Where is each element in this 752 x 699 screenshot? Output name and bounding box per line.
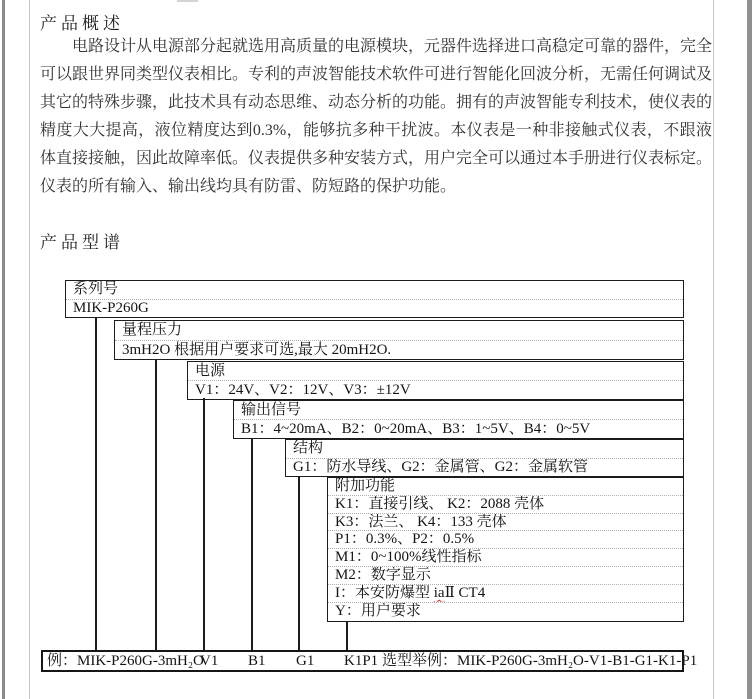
overview-paragraph: 电路设计从电源部分起就选用高质量的电源模块，元器件选择进口高稳定可靠的器件，完全可以跟世界同类型仪表相比。专利的声波智能技术软件可进行智能化回波分析，无需任何调试及其它的特殊步骤，此技术具有动态思维、动态分析的功能。拥有的声波智能专利技术，使仪表的精度大大提高，液位精度达到0.3%，能够抗多种干扰波。本仪表是一种非接触式仪表，不跟液体直接接触，因此故障率低。仪表提供多种安装方式，用户完全可以通过本手册进行仪表标定。仪表的所有输入、输出线均具有防雷、防短路的保护功能。 [40, 38, 713, 195]
explosion-suffix: Ⅱ CT4 [444, 584, 486, 601]
addon-row-m1: M1：0~100%线性指标 [328, 548, 683, 566]
range-pressure-box [114, 320, 684, 360]
overview-heading: 产品概述 [40, 14, 124, 33]
addon-row-k1-k2: K1：直接引线、 K2：2088 壳体 [328, 495, 683, 513]
output-signal-box [233, 400, 684, 439]
connector-power-line [203, 398, 205, 650]
series-value: MIK-P260G [66, 299, 683, 318]
addon-row-user-request: Y：用户要求 [328, 602, 683, 620]
range-pressure-title: 量程压力 [122, 322, 183, 338]
explosion-prefix: I：本安防爆型 [335, 584, 434, 601]
connector-structure-line [298, 476, 300, 650]
connector-range-line [155, 359, 157, 650]
example-power-code: V1 [200, 653, 219, 669]
example-addon-code: K1P1 [344, 653, 379, 669]
right-margin-line [713, 0, 714, 699]
range-pressure-value: 3mH2O 根据用户要求可选,最大 20mH2O. [115, 340, 683, 360]
example-label: 例：MIK-P260G-3mH₂O [47, 653, 204, 669]
series-title: 系列号 [73, 281, 119, 297]
power-supply-options: V1：24V、V2：12V、V3：±12V [188, 380, 683, 399]
addon-row-k3-k4: K3：法兰、 K4：133 壳体 [328, 513, 683, 531]
addon-row-m2: M2：数字显示 [328, 566, 683, 584]
example-structure-code: G1 [296, 653, 315, 669]
structure-options: G1：防水导线、G2：金属管、G2：金属软管 [286, 458, 683, 477]
addon-title: 附加功能 [335, 478, 396, 494]
series-box [65, 280, 684, 318]
example-output-code: B1 [248, 653, 266, 669]
structure-box [285, 439, 684, 477]
connector-series-line [95, 317, 97, 650]
example-box [41, 650, 698, 672]
addon-row-explosion-proof [328, 584, 683, 602]
left-margin-line [29, 0, 30, 699]
power-supply-box [187, 361, 684, 400]
addon-functions-box [327, 477, 684, 622]
addon-row-p1-p2: P1：0.3%、P2：0.5% [328, 530, 683, 548]
selection-example: 选型举例：MIK-P260G-3mH₂O-V1-B1-G1-K1-P1 [382, 653, 698, 669]
connector-output-line [251, 438, 253, 650]
output-signal-options: B1：4~20mA、B2：0~20mA、B3：1~5V、B4：0~5V [234, 419, 683, 438]
spectrum-heading: 产品型谱 [40, 233, 124, 252]
connector-addon-line [346, 621, 348, 650]
spellcheck-flagged-text: ia [433, 584, 445, 601]
top-edge-artifact-mark [177, 0, 198, 2]
output-signal-title: 输出信号 [241, 402, 302, 418]
structure-title: 结构 [293, 440, 324, 456]
page-left-edge-line [2, 0, 5, 699]
power-supply-title: 电源 [195, 363, 226, 379]
page-right-edge-line [747, 0, 752, 699]
